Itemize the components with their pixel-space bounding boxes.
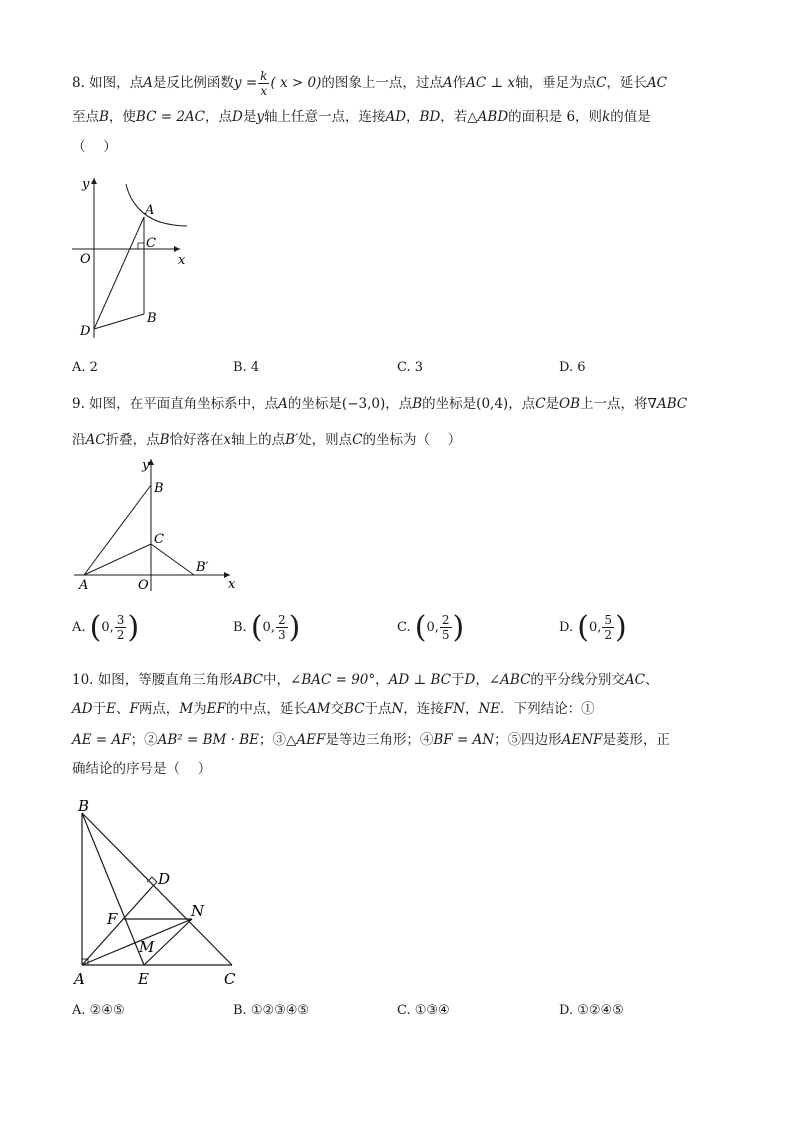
q9-var: B [412,396,423,412]
q10-var: M [179,701,194,717]
q8-formula: y = [233,75,258,91]
q9-figure [72,455,242,595]
q8-label-a: A [145,203,155,218]
q10-text: 中， [263,672,291,688]
q10-text: ．下列结论：① [500,701,595,717]
q8-text: ，使 [108,109,136,125]
q9-label-a: A [79,578,89,593]
q9-text: ，点 [385,396,413,412]
q8-figure [72,172,202,342]
q8-var: BD [419,109,441,125]
q9-option-d[interactable] [559,610,627,645]
q9-var: x [223,432,232,448]
q8-text: 是反比例函数 [152,75,234,91]
q10-var: NE [478,701,501,717]
q10-text: ；② [130,732,158,748]
q9-var: C [535,396,546,412]
q8-label-y: y [82,177,90,192]
q10-text: 交 [330,701,344,717]
q9-label-x: x [228,577,236,592]
q9-var: C [352,432,363,448]
q9-option-fraction [276,613,288,642]
q9-segment-ac [84,544,151,575]
q9-frac-num: 3 [116,613,125,627]
q8-var: A [442,75,453,91]
q9-option-a[interactable] [72,610,139,645]
q9-var: OB [559,396,581,412]
q8-var: B [99,109,109,125]
q8-text: 的面积是 6，则 [508,109,603,125]
q9-option-b[interactable] [233,610,300,645]
q9-segment-cbp [151,544,194,575]
q10-text: 10. 如图，等腰直角三角形 [72,672,233,688]
q10-text: ， [464,701,479,717]
q8-text: ，若△ [440,109,478,125]
question-8 [72,66,732,162]
q10-label-m: M [139,938,155,956]
q9-label-b: B [154,481,164,496]
q8-right-angle-mark [138,243,144,249]
q10-text: ；③△ [259,732,297,748]
q10-var: ABC [232,672,264,688]
q8-text: 8. 如图，点 [72,75,144,91]
q9-label-c: C [154,532,164,547]
q9-options [72,610,732,658]
q10-text: 是菱形，正 [602,732,670,748]
q8-formula: BC = 2AC [135,109,205,125]
q8-option-d[interactable]: D. 6 [559,360,586,375]
q8-label-b: B [147,311,157,326]
q10-var: D [464,672,476,688]
q8-text: ，延长 [606,75,647,91]
q9-segment-ab [84,485,151,575]
q9-frac-den: 3 [277,628,286,642]
q10-formula: ∠BAC = 90° [290,672,376,688]
q10-text: 于点 [364,701,392,717]
q8-label-o: O [80,252,91,267]
q9-var: A [278,396,288,412]
q10-var: AM [306,701,331,717]
q10-text: 于 [451,672,465,688]
q8-text: 是 [242,109,257,125]
q8-var: D [231,109,243,125]
q9-frac-den: 2 [116,628,125,642]
q10-text: 、 [645,672,659,688]
q10-text: ；⑤四边形 [494,732,562,748]
q9-text: 折叠，点 [105,432,160,448]
q9-paren-right: ) [288,610,301,645]
q8-frac-den: x [260,84,268,98]
q8-text: 轴，垂足为点 [515,75,597,91]
q10-label-a: A [74,970,85,988]
q9-text: 的坐标为（ ） [362,432,462,448]
q10-options [72,1003,732,1043]
q9-text: 处，则点 [298,432,353,448]
q10-var: FN [443,701,465,717]
q9-text: 9. 如图，在平面直角坐标系中，点 [72,396,279,412]
q10-text: ，连接 [403,701,444,717]
q9-frac-den: 5 [441,628,450,642]
q10-label-d: D [158,870,171,888]
q9-label-o: O [138,578,149,593]
q9-option-fraction [602,613,614,642]
q8-hyperbola [126,184,187,226]
q8-var: AD [385,109,407,125]
q9-text: ，点 [508,396,536,412]
q8-var: ABD [477,109,509,125]
q9-var: AC [85,432,106,448]
q9-var: ∇ABC [647,396,688,412]
question-9 [72,389,732,455]
q8-var: A [143,75,153,91]
q10-label-n: N [191,902,205,920]
q8-option-a[interactable]: A. 2 [72,360,98,375]
q10-option-a[interactable]: A. ②④⑤ [72,1003,125,1018]
q10-text: 的中点，延长 [225,701,307,717]
q9-text: 的坐标是 [422,396,477,412]
q9-paren-right: ) [615,610,627,645]
q10-text: 于 [92,701,107,717]
q8-segment-bd [94,314,144,329]
q9-paren-left: ( [577,610,589,645]
q9-coord-b: (0,4) [476,396,509,412]
q10-var: AD [72,701,93,717]
q9-option-zero: 0, [101,620,114,635]
q9-text: 上一点，将 [580,396,648,412]
question-10 [72,666,732,784]
q10-var: EF [206,701,226,717]
q8-text: ，点 [204,109,232,125]
q9-option-fraction [440,613,452,642]
q10-text: 为 [193,701,207,717]
q9-frac-den: 2 [604,628,612,642]
q10-var: BC [343,701,365,717]
q10-right-angle-d [147,877,157,887]
q10-text: 确结论的序号是（ ） [72,761,212,777]
q9-option-letter: B. [233,620,247,635]
q8-option-b[interactable]: B. 4 [233,360,260,375]
q8-text: 作 [452,75,467,91]
q10-segment-bc [82,813,232,965]
q8-formula: AC ⊥ x [466,75,516,91]
q9-option-letter: A. [72,620,86,635]
q8-var: k [602,109,611,125]
q8-option-c[interactable]: C. 3 [397,360,424,375]
q10-text: 、 [115,701,130,717]
q8-segment-ad [94,217,144,329]
q10-text: 是等边三角形；④ [325,732,434,748]
q9-option-c[interactable] [397,610,464,645]
q9-paren-right: ) [127,610,140,645]
q10-text: ， [475,672,489,688]
q10-text: ， [375,672,389,688]
q8-label-d: D [80,324,91,339]
q10-var: F [129,701,139,717]
q8-text: 的图象上一点，过点 [321,75,443,91]
q9-option-zero: 0, [426,620,439,635]
q10-option-d[interactable]: D. ①②④⑤ [559,1003,624,1018]
q8-frac-num: k [260,69,268,83]
q10-text: 的平分线分别交 [530,672,625,688]
q9-paren-left: ( [414,610,427,645]
q8-var: y [256,109,264,125]
q10-label-b: B [78,797,90,815]
q8-label-c: C [146,236,156,251]
q10-var: AEF [296,732,326,748]
q9-frac-num: 2 [277,613,286,627]
q10-conclusion-2: AB² = BM · BE [157,732,259,748]
q8-answer-blank: （ ） [72,139,117,155]
q10-label-f: F [107,910,118,928]
q10-figure [72,795,252,990]
q8-text: ， [406,109,420,125]
q10-option-c[interactable]: C. ①③④ [397,1003,450,1018]
q10-var: E [106,701,116,717]
q9-paren-right: ) [452,610,465,645]
q9-option-fraction [115,613,127,642]
q10-var: AENF [561,732,603,748]
q8-fraction [258,69,269,98]
q10-var: AC [624,672,645,688]
q9-paren-left: ( [250,610,263,645]
q9-frac-num: 2 [441,613,450,627]
q8-text: 至点 [72,109,99,125]
q10-var: N [391,701,404,717]
q8-label-x: x [178,253,186,268]
q10-label-e: E [138,970,149,988]
q8-var: AC [646,75,668,91]
q9-text: 沿 [72,432,86,448]
q9-var: B′ [285,432,299,448]
q10-label-c: C [224,970,236,988]
q9-var: B [159,432,170,448]
q10-text: 两点， [138,701,180,717]
q9-text: 轴上的点 [231,432,286,448]
q9-coord-a: (−3,0) [341,396,386,412]
q8-text: 的值是 [610,109,651,125]
q8-var: C [596,75,607,91]
q10-segment-an [82,919,192,965]
q8-text: 轴上任意一点，连接 [263,109,386,125]
q9-paren-left: ( [89,610,102,645]
q9-option-zero: 0, [588,620,602,635]
q9-label-bprime: B′ [196,560,209,575]
q9-label-y: y [142,458,150,473]
q10-formula: ∠ABC [488,672,531,688]
q10-formula: AD ⊥ BC [388,672,452,688]
q9-option-zero: 0, [262,620,275,635]
q8-condition: ( x > 0) [270,75,322,91]
q9-frac-num: 5 [604,613,612,627]
q10-conclusion-4: BF = AN [433,732,495,748]
q10-conclusion-1: AE = AF [72,732,131,748]
q9-text: 是 [545,396,560,412]
q9-text: 恰好落在 [169,432,224,448]
q10-option-b[interactable]: B. ①②③④⑤ [233,1003,310,1018]
q9-option-letter: D. [559,620,574,635]
q9-text: 的坐标是 [287,396,342,412]
q9-option-letter: C. [397,620,411,635]
q10-segment-be [82,813,144,965]
